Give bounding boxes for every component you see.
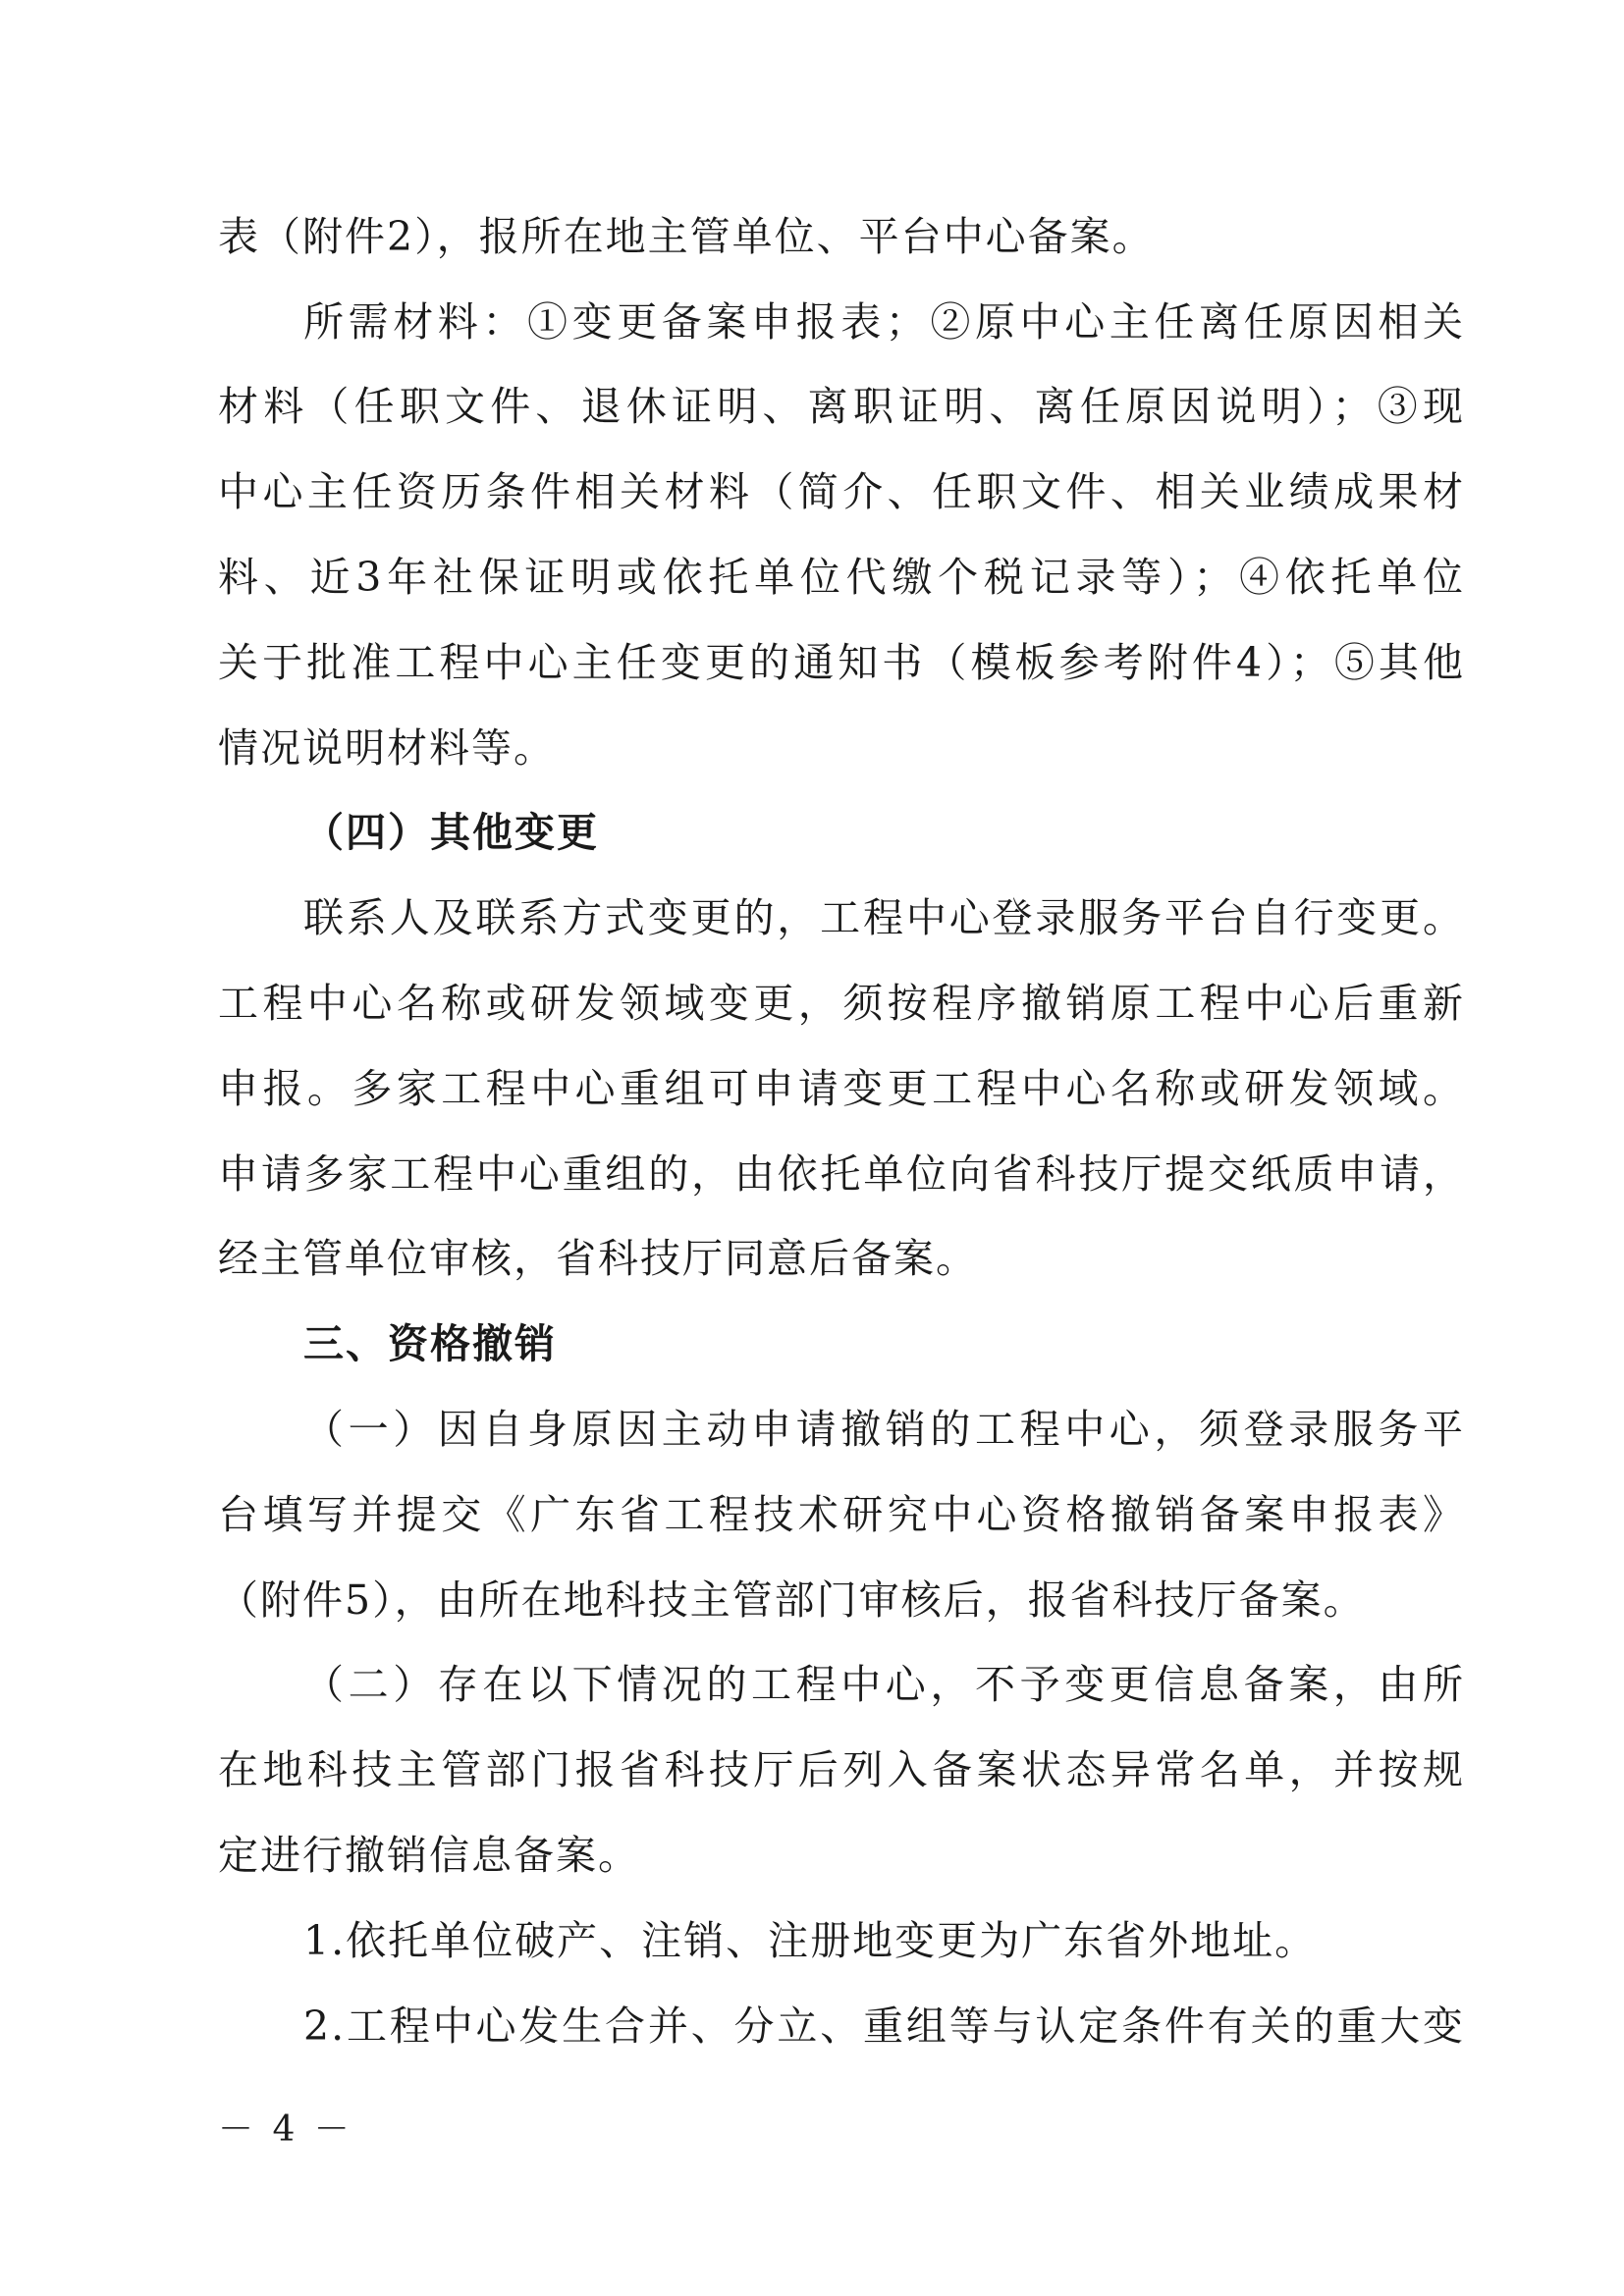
text-line: 在地科技主管部门报省科技厅后列入备案状态异常名单，并按规 bbox=[218, 1746, 1465, 1793]
text-line: 情况说明材料等。 bbox=[218, 724, 556, 772]
section-heading: 三、资格撤销 bbox=[303, 1320, 557, 1367]
text-line: （二）存在以下情况的工程中心，不予变更信息备案，由所 bbox=[303, 1661, 1465, 1708]
text-line: 经主管单位审核，省科技厅同意后备案。 bbox=[218, 1235, 978, 1282]
list-item: 1.依托单位破产、注销、注册地变更为广东省外地址。 bbox=[303, 1917, 1318, 1964]
text-line: （一）因自身原因主动申请撤销的工程中心，须登录服务平 bbox=[303, 1406, 1465, 1453]
text-line: 申报。多家工程中心重组可申请变更工程中心名称或研发领域。 bbox=[218, 1065, 1465, 1112]
text-line: 材料（任职文件、退休证明、离职证明、离任原因说明）；③现 bbox=[218, 383, 1465, 430]
text-line: 申请多家工程中心重组的，由依托单位向省科技厅提交纸质申请， bbox=[218, 1150, 1465, 1198]
text-line: 定进行撤销信息备案。 bbox=[218, 1832, 640, 1879]
section-heading: （四）其他变更 bbox=[303, 809, 599, 856]
text-line: 台填写并提交《广东省工程技术研究中心资格撤销备案申报表》 bbox=[218, 1491, 1465, 1538]
text-line: 表（附件2），报所在地主管单位、平台中心备案。 bbox=[218, 213, 1155, 260]
text-line: 中心主任资历条件相关材料（简介、任职文件、相关业绩成果材 bbox=[218, 468, 1465, 515]
text-line: 关于批准工程中心主任变更的通知书（模板参考附件4）；⑤其他 bbox=[218, 639, 1465, 686]
text-line: 所需材料：①变更备案申报表；②原中心主任离任原因相关 bbox=[303, 298, 1465, 346]
text-line: 料、近3年社保证明或依托单位代缴个税记录等）；④依托单位 bbox=[218, 554, 1465, 601]
page-number: － 4 － bbox=[218, 2109, 353, 2150]
text-line: 工程中心名称或研发领域变更，须按程序撤销原工程中心后重新 bbox=[218, 980, 1465, 1027]
text-line: 联系人及联系方式变更的，工程中心登录服务平台自行变更。 bbox=[303, 894, 1465, 941]
list-item: 2.工程中心发生合并、分立、重组等与认定条件有关的重大变 bbox=[303, 2002, 1465, 2050]
text-line: （附件5），由所在地科技主管部门审核后，报省科技厅备案。 bbox=[218, 1576, 1366, 1624]
